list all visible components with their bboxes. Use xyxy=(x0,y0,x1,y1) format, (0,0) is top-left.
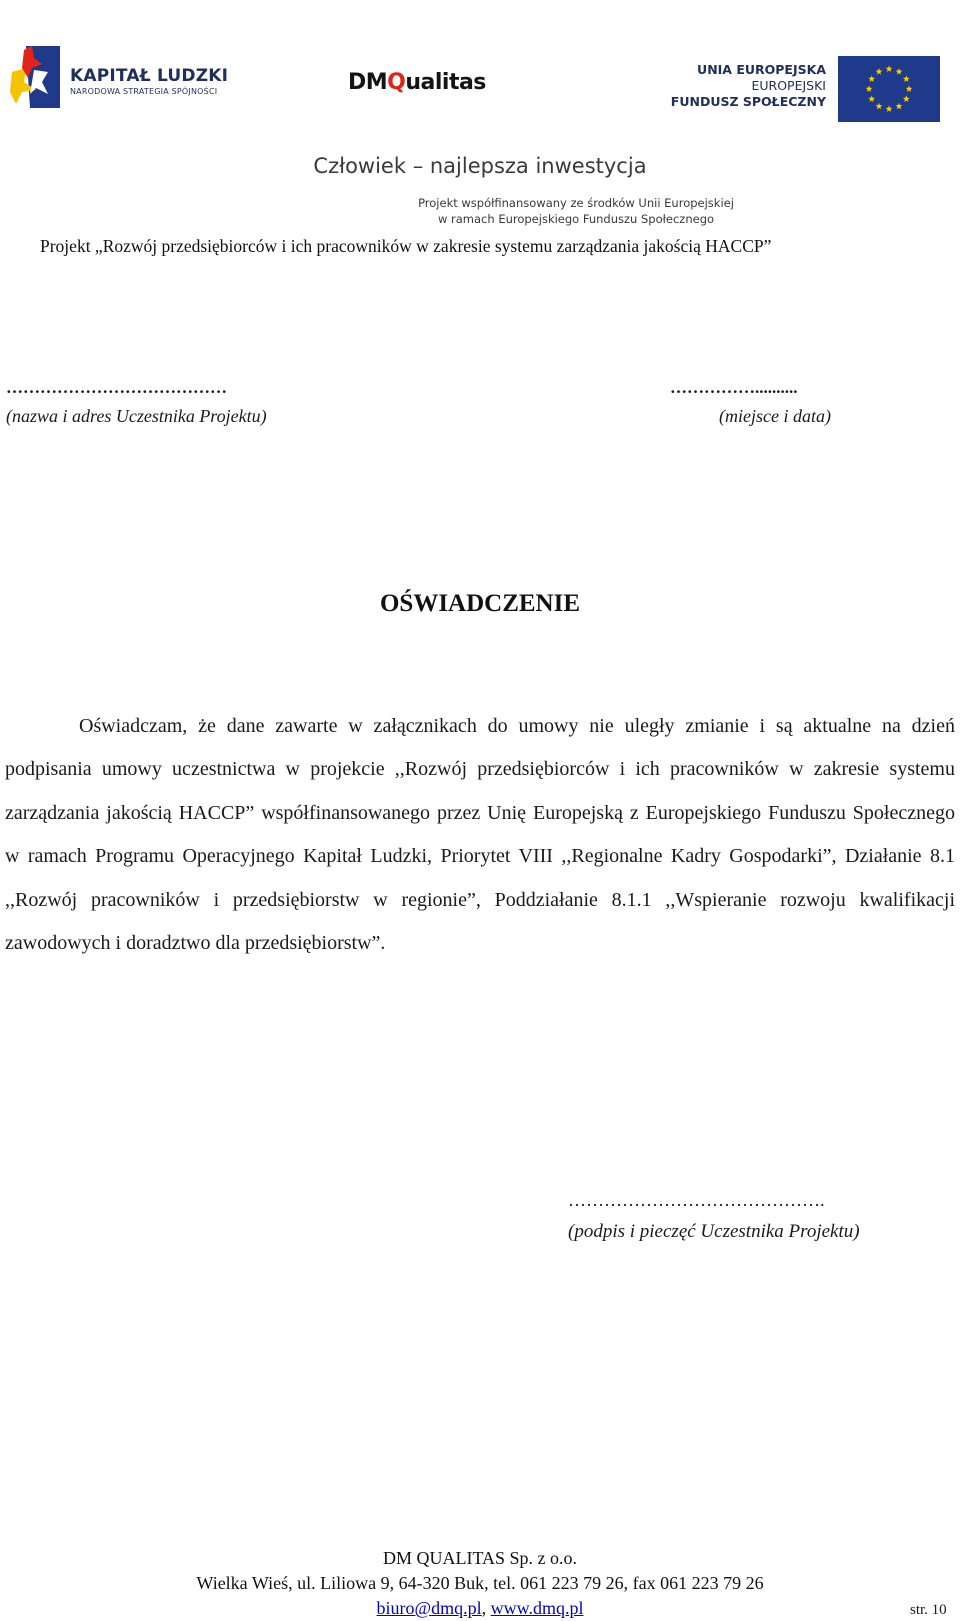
kapital-ludzki-logo xyxy=(8,42,248,114)
eu-line1: UNIA EUROPEJSKA xyxy=(697,62,826,77)
footer-company: DM QUALITAS Sp. z o.o. xyxy=(382,1548,578,1568)
eu-flag-icon xyxy=(838,56,940,122)
declaration-body: Oświadczam, że dane zawarte w załącznikach do umowy nie uległy zmianie i są aktualne na dzień podpisania umowy uczestnictwa w projekcie ,,Rozwój przedsiębiorców i ich pracowników w zakresie systemu zarządzania jakością HACCP” współfinansowanego przez Unię Europejską z Europejskiego Funduszu Społecznego w ramach Programu Operacyjnego Kapitał Ludzki, Priorytet VIII ,,Regionalne Kadry Gospodarki”, Działanie 8.1 ,,Rozwój pracowników i przedsiębiorstw w regionie”, Poddziałanie 8.1.1 ,,Wspieranie rozwoju kwalifikacji zawodowych i doradztwo dla przedsiębiorstw”. xyxy=(5,715,955,955)
place-date-field: …………….......... xyxy=(670,378,798,397)
dmq-logo-part1: DM xyxy=(348,70,388,95)
participant-name-field: ………………………………… xyxy=(6,378,227,397)
signature-caption: (podpis i pieczęć Uczestnika Projektu) xyxy=(568,1221,860,1242)
kapital-ludzki-title: KAPITAŁ LUDZKI xyxy=(70,66,229,86)
place-date-caption: (miejsce i data) xyxy=(719,406,831,426)
participant-name-caption: (nazwa i adres Uczestnika Projektu) xyxy=(6,406,267,426)
footer-address: Wielka Wieś, ul. Liliowa 9, 64-320 Buk, tel. 061 223 79 26, fax 061 223 79 26 xyxy=(196,1573,764,1593)
footer-website-link[interactable]: www.dmq.pl xyxy=(490,1598,584,1618)
eu-line3: FUNDUSZ SPOŁECZNY xyxy=(670,94,826,109)
eu-line2: EUROPEJSKI xyxy=(751,78,826,93)
motto-subline-1: Projekt współfinansowany ze środków Unii Europejskiej xyxy=(418,196,734,210)
footer-link-separator: , xyxy=(481,1598,491,1618)
dmq-logo-part2: Q xyxy=(387,70,406,95)
page-number: str. 10 xyxy=(910,1602,947,1618)
footer-links xyxy=(0,1598,960,1619)
dmq-logo-part3: ualitas xyxy=(405,70,486,95)
kapital-ludzki-subtitle: NARODOWA STRATEGIA SPÓJNOŚCI xyxy=(70,87,218,96)
footer-email-link[interactable]: biuro@dmq.pl xyxy=(376,1598,482,1618)
project-header-line: Projekt „Rozwój przedsiębiorców i ich pracowników w zakresie systemu zarządzania jakością HACCP” xyxy=(40,236,772,256)
document-title: OŚWIADCZENIE xyxy=(379,590,581,617)
dmq-qualitas-logo xyxy=(348,70,486,95)
motto: Człowiek – najlepsza inwestycja xyxy=(313,154,647,178)
motto-subline-2: w ramach Europejskiego Funduszu Społecznego xyxy=(437,212,715,226)
eu-efs-logo xyxy=(670,56,946,122)
signature-field: ……………………………………. xyxy=(568,1190,825,1210)
kapital-ludzki-emblem-icon xyxy=(8,42,66,112)
